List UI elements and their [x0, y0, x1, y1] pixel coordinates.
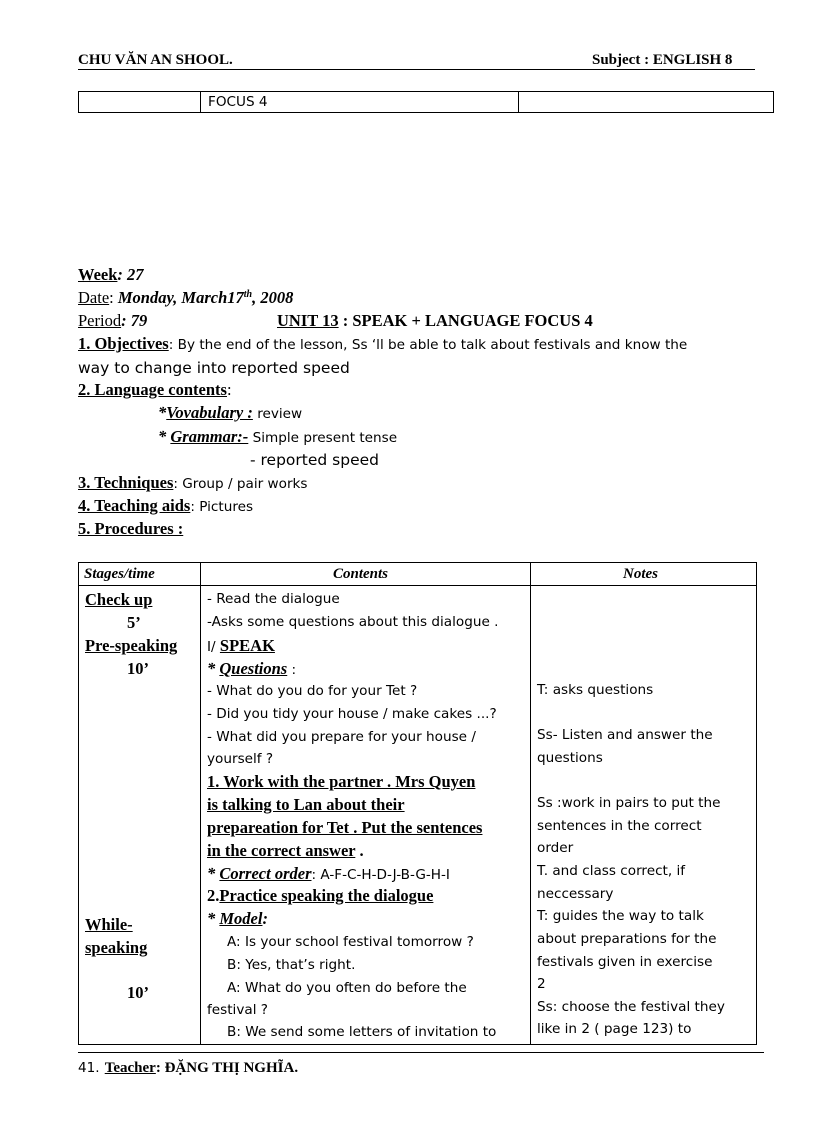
note-line: neccessary: [537, 886, 614, 902]
objectives-line: [78, 334, 687, 354]
header-rule: [78, 69, 755, 70]
stage-check-up: Check up: [85, 590, 153, 609]
header-stages: Stages/time: [84, 566, 155, 582]
note-line: order: [537, 840, 574, 856]
period-value: : 79: [121, 311, 148, 330]
note-line: T: asks questions: [537, 682, 654, 698]
footer-rule: [78, 1052, 764, 1053]
subject-label: Subject : ENGLISH 8: [592, 52, 733, 68]
week-value: : 27: [117, 265, 144, 284]
vocabulary-label: Vovabulary :: [166, 403, 253, 422]
unit-title-line: [277, 311, 593, 331]
stage-check-time: 5’: [127, 613, 141, 632]
stage-while-1: While-: [85, 915, 133, 934]
table-divider: [530, 563, 531, 1044]
content-line: - What do you do for your Tet ?: [207, 683, 418, 699]
table-divider: [200, 563, 201, 1044]
unit-label: UNIT 13: [277, 311, 339, 330]
teaching-aids-label: 4. Teaching aids: [78, 496, 191, 515]
period-label: Period: [78, 311, 122, 330]
techniques-value: : Group / pair works: [173, 476, 308, 492]
period-line: [78, 311, 147, 331]
table-divider: [518, 92, 519, 112]
date-line: Date: Monday, March17th, 2008: [78, 288, 294, 307]
dialogue-line: A: Is your school festival tomorrow ?: [227, 934, 474, 950]
note-line: festivals given in exercise: [537, 954, 713, 970]
teaching-aids-value: : Pictures: [190, 499, 254, 515]
content-task-1: 1. Work with the partner . Mrs Quyen: [207, 772, 476, 791]
date-superscript: th: [243, 288, 253, 300]
language-contents-label: 2. Language contents: [78, 380, 227, 399]
dialogue-line: festival ?: [207, 1002, 269, 1018]
content-line: - Did you tidy your house / make cakes ...?: [207, 706, 497, 722]
table-header-rule: [79, 585, 756, 586]
week-line: [78, 265, 144, 285]
stage-while-time: 10’: [127, 983, 149, 1002]
teacher-label: Teacher: [104, 1060, 156, 1076]
note-line: questions: [537, 750, 603, 766]
stage-pre-time: 10’: [127, 659, 149, 678]
school-name: CHU VĂN AN SHOOL.: [78, 52, 233, 68]
grammar-value: Simple present tense: [248, 430, 398, 446]
vocabulary-value: review: [252, 406, 303, 422]
unit-title: : SPEAK + LANGUAGE FOCUS 4: [338, 311, 593, 330]
table-divider: [200, 92, 201, 112]
content-line: -Asks some questions about this dialogue .: [207, 614, 499, 630]
objectives-text-cont: way to change into reported speed: [78, 359, 350, 377]
techniques-line: [78, 473, 308, 493]
dialogue-line: B: We send some letters of invitation to: [227, 1024, 497, 1040]
note-line: Ss :work in pairs to put the: [537, 795, 721, 811]
note-line: Ss- Listen and answer the: [537, 727, 713, 743]
content-questions-heading: * Questions :: [207, 659, 297, 678]
objectives-text: : By the end of the lesson, Ss ‘ll be able to talk about festivals and know the: [168, 337, 688, 353]
teacher-name: : ĐẶNG THỊ NGHĨA.: [155, 1060, 299, 1076]
content-practice-heading: 2.Practice speaking the dialogue: [207, 886, 434, 905]
procedures-table: [78, 562, 757, 1045]
date-value: Monday, March17: [117, 288, 244, 307]
content-speak-heading: I/ SPEAK: [207, 636, 275, 655]
content-model-heading: * Model:: [207, 909, 268, 928]
date-year: , 2008: [252, 288, 294, 307]
note-line: about preparations for the: [537, 931, 717, 947]
dialogue-line: B: Yes, that’s right.: [227, 957, 356, 973]
note-line: T. and class correct, if: [537, 863, 686, 879]
note-line: sentences in the correct: [537, 818, 702, 834]
language-contents-line: 2. Language contents:: [78, 380, 232, 399]
content-task-1: in the correct answer .: [207, 841, 364, 860]
content-line: yourself ?: [207, 751, 274, 767]
content-correct-order: * Correct order: A-F-C-H-D-J-B-G-H-I: [207, 864, 450, 883]
header-contents: Contents: [333, 566, 389, 582]
page-number: 41.: [78, 1060, 100, 1076]
content-line: - What did you prepare for your house /: [207, 729, 476, 745]
note-line: T: guides the way to talk: [537, 908, 704, 924]
stage-while-2: speaking: [85, 938, 148, 957]
date-label: Date: [78, 288, 110, 307]
week-label: Week: [78, 265, 118, 284]
previous-page-table-fragment: [78, 91, 774, 113]
note-line: Ss: choose the festival they: [537, 999, 725, 1015]
teaching-aids-line: [78, 496, 253, 516]
grammar-value-2: - reported speed: [250, 451, 379, 469]
procedures-line: [78, 519, 183, 539]
grammar-label: Grammar:-: [170, 427, 249, 446]
techniques-label: 3. Techniques: [78, 473, 174, 492]
note-line: 2: [537, 976, 546, 992]
procedures-label: 5. Procedures :: [78, 519, 184, 538]
note-line: like in 2 ( page 123) to: [537, 1021, 692, 1037]
dialogue-line: A: What do you often do before the: [227, 980, 467, 996]
vocabulary-line: *Vovabulary : review: [158, 403, 303, 422]
grammar-line: * Grammar:- Simple present tense: [158, 427, 398, 446]
content-line: - Read the dialogue: [207, 591, 340, 607]
focus-cell: FOCUS 4: [208, 94, 268, 110]
stage-pre-speaking: Pre-speaking: [85, 636, 178, 655]
objectives-label: 1. Objectives: [78, 334, 169, 353]
header-notes: Notes: [623, 566, 658, 582]
footer: [78, 1057, 298, 1077]
content-task-1: is talking to Lan about their: [207, 795, 405, 814]
content-task-1: prepareation for Tet . Put the sentences: [207, 818, 483, 837]
